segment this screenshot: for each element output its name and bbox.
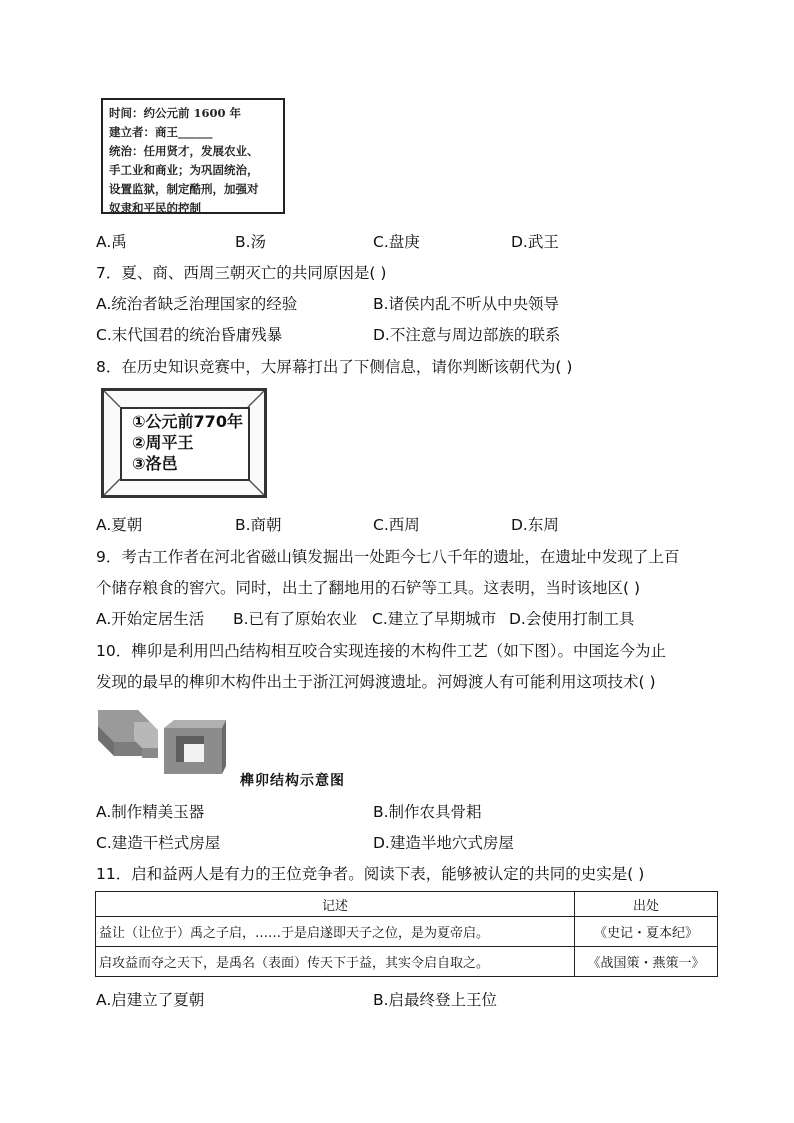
table-cell-record: 益让（让位于）禹之子启，……于是启遂即天子之位，是为夏帝启。 bbox=[96, 917, 575, 947]
table-cell-source: 《战国策・燕策一》 bbox=[575, 947, 718, 977]
q7-option-b[interactable]: B.诸侯内乱不听从中央领导 bbox=[373, 295, 560, 313]
q6-option-b[interactable]: B.汤 bbox=[235, 233, 267, 251]
table-row bbox=[96, 917, 718, 947]
q6-option-a[interactable]: A.禹 bbox=[96, 233, 127, 251]
q6-card-rule-1: 统治：任用贤才，发展农业、 bbox=[109, 144, 259, 158]
q8-stem: 8．在历史知识竞赛中，大屏幕打出了下侧信息，请你判断该朝代为( ) bbox=[96, 358, 573, 376]
q9-option-b[interactable]: B.已有了原始农业 bbox=[233, 610, 358, 628]
mortise-tenon-illustration bbox=[98, 708, 226, 778]
q9-stem-line-1: 9．考古工作者在河北省磁山镇发掘出一处距今七八千年的遗址，在遗址中发现了上百 bbox=[96, 548, 680, 566]
table-header-source: 出处 bbox=[575, 892, 718, 917]
q8-screen-text bbox=[132, 411, 243, 474]
q7-option-c[interactable]: C.末代国君的统治昏庸残暴 bbox=[96, 326, 283, 344]
table-cell-record: 启攻益而夺之天下，是禹名（表面）传天下于益，其实令启自取之。 bbox=[96, 947, 575, 977]
q8-option-b[interactable]: B.商朝 bbox=[235, 516, 282, 534]
q10-option-c[interactable]: C.建造干栏式房屋 bbox=[96, 834, 221, 852]
q9-option-d[interactable]: D.会使用打制工具 bbox=[509, 610, 635, 628]
q9-option-c[interactable]: C.建立了早期城市 bbox=[372, 610, 497, 628]
q10-stem-line-1: 10．榫卯是利用凹凸结构相互咬合实现连接的木构件工艺（如下图）。中国迄今为止 bbox=[96, 642, 666, 660]
q11-table bbox=[95, 891, 718, 977]
q10-option-d[interactable]: D.建造半地穴式房屋 bbox=[373, 834, 514, 852]
table-row bbox=[96, 947, 718, 977]
q6-card-time: 时间：约公元前 1600 年 bbox=[109, 106, 242, 120]
q8-screen-frame bbox=[101, 388, 267, 498]
q6-card-rule-4: 奴隶和平民的控制 bbox=[109, 201, 201, 215]
q8-option-d[interactable]: D.东周 bbox=[511, 516, 559, 534]
q10-stem-line-2: 发现的最早的榫卯木构件出土于浙江河姆渡遗址。河姆渡人有可能利用这项技术( ) bbox=[96, 673, 656, 691]
table-header-row bbox=[96, 892, 718, 917]
q9-option-a[interactable]: A.开始定居生活 bbox=[96, 610, 205, 628]
q7-option-a[interactable]: A.统治者缺乏治理国家的经验 bbox=[96, 295, 298, 313]
q6-card-founder: 建立者：商王______ bbox=[109, 125, 213, 139]
q6-info-card bbox=[101, 98, 285, 214]
q11-option-a[interactable]: A.启建立了夏朝 bbox=[96, 991, 205, 1009]
mortise-caption: 榫卯结构示意图 bbox=[240, 773, 345, 789]
q8-screen-line-3: ③洛邑 bbox=[132, 454, 178, 473]
q8-option-a[interactable]: A.夏朝 bbox=[96, 516, 143, 534]
q7-option-d[interactable]: D.不注意与周边部族的联系 bbox=[373, 326, 561, 344]
q9-stem-line-2: 个储存粮食的窖穴。同时，出土了翻地用的石铲等工具。这表明，当时该地区( ) bbox=[96, 579, 641, 597]
q8-screen-line-1: ①公元前770年 bbox=[132, 412, 243, 431]
q8-option-c[interactable]: C.西周 bbox=[373, 516, 420, 534]
q7-stem: 7．夏、商、西周三朝灭亡的共同原因是( ) bbox=[96, 264, 387, 282]
q10-option-b[interactable]: B.制作农具骨耜 bbox=[373, 803, 482, 821]
table-header-record: 记述 bbox=[96, 892, 575, 917]
q6-card-rule-3: 设置监狱，制定酷刑，加强对 bbox=[109, 182, 259, 196]
q6-option-c[interactable]: C.盘庚 bbox=[373, 233, 420, 251]
q8-screen-line-2: ②周平王 bbox=[132, 433, 194, 452]
q6-option-d[interactable]: D.武王 bbox=[511, 233, 559, 251]
q11-option-b[interactable]: B.启最终登上王位 bbox=[373, 991, 498, 1009]
q10-option-a[interactable]: A.制作精美玉器 bbox=[96, 803, 205, 821]
q6-card-rule-2: 手工业和商业；为巩固统治， bbox=[109, 163, 259, 177]
q11-stem: 11．启和益两人是有力的王位竞争者。阅读下表，能够被认定的共同的史实是( ) bbox=[96, 865, 645, 883]
table-cell-source: 《史记・夏本纪》 bbox=[575, 917, 718, 947]
